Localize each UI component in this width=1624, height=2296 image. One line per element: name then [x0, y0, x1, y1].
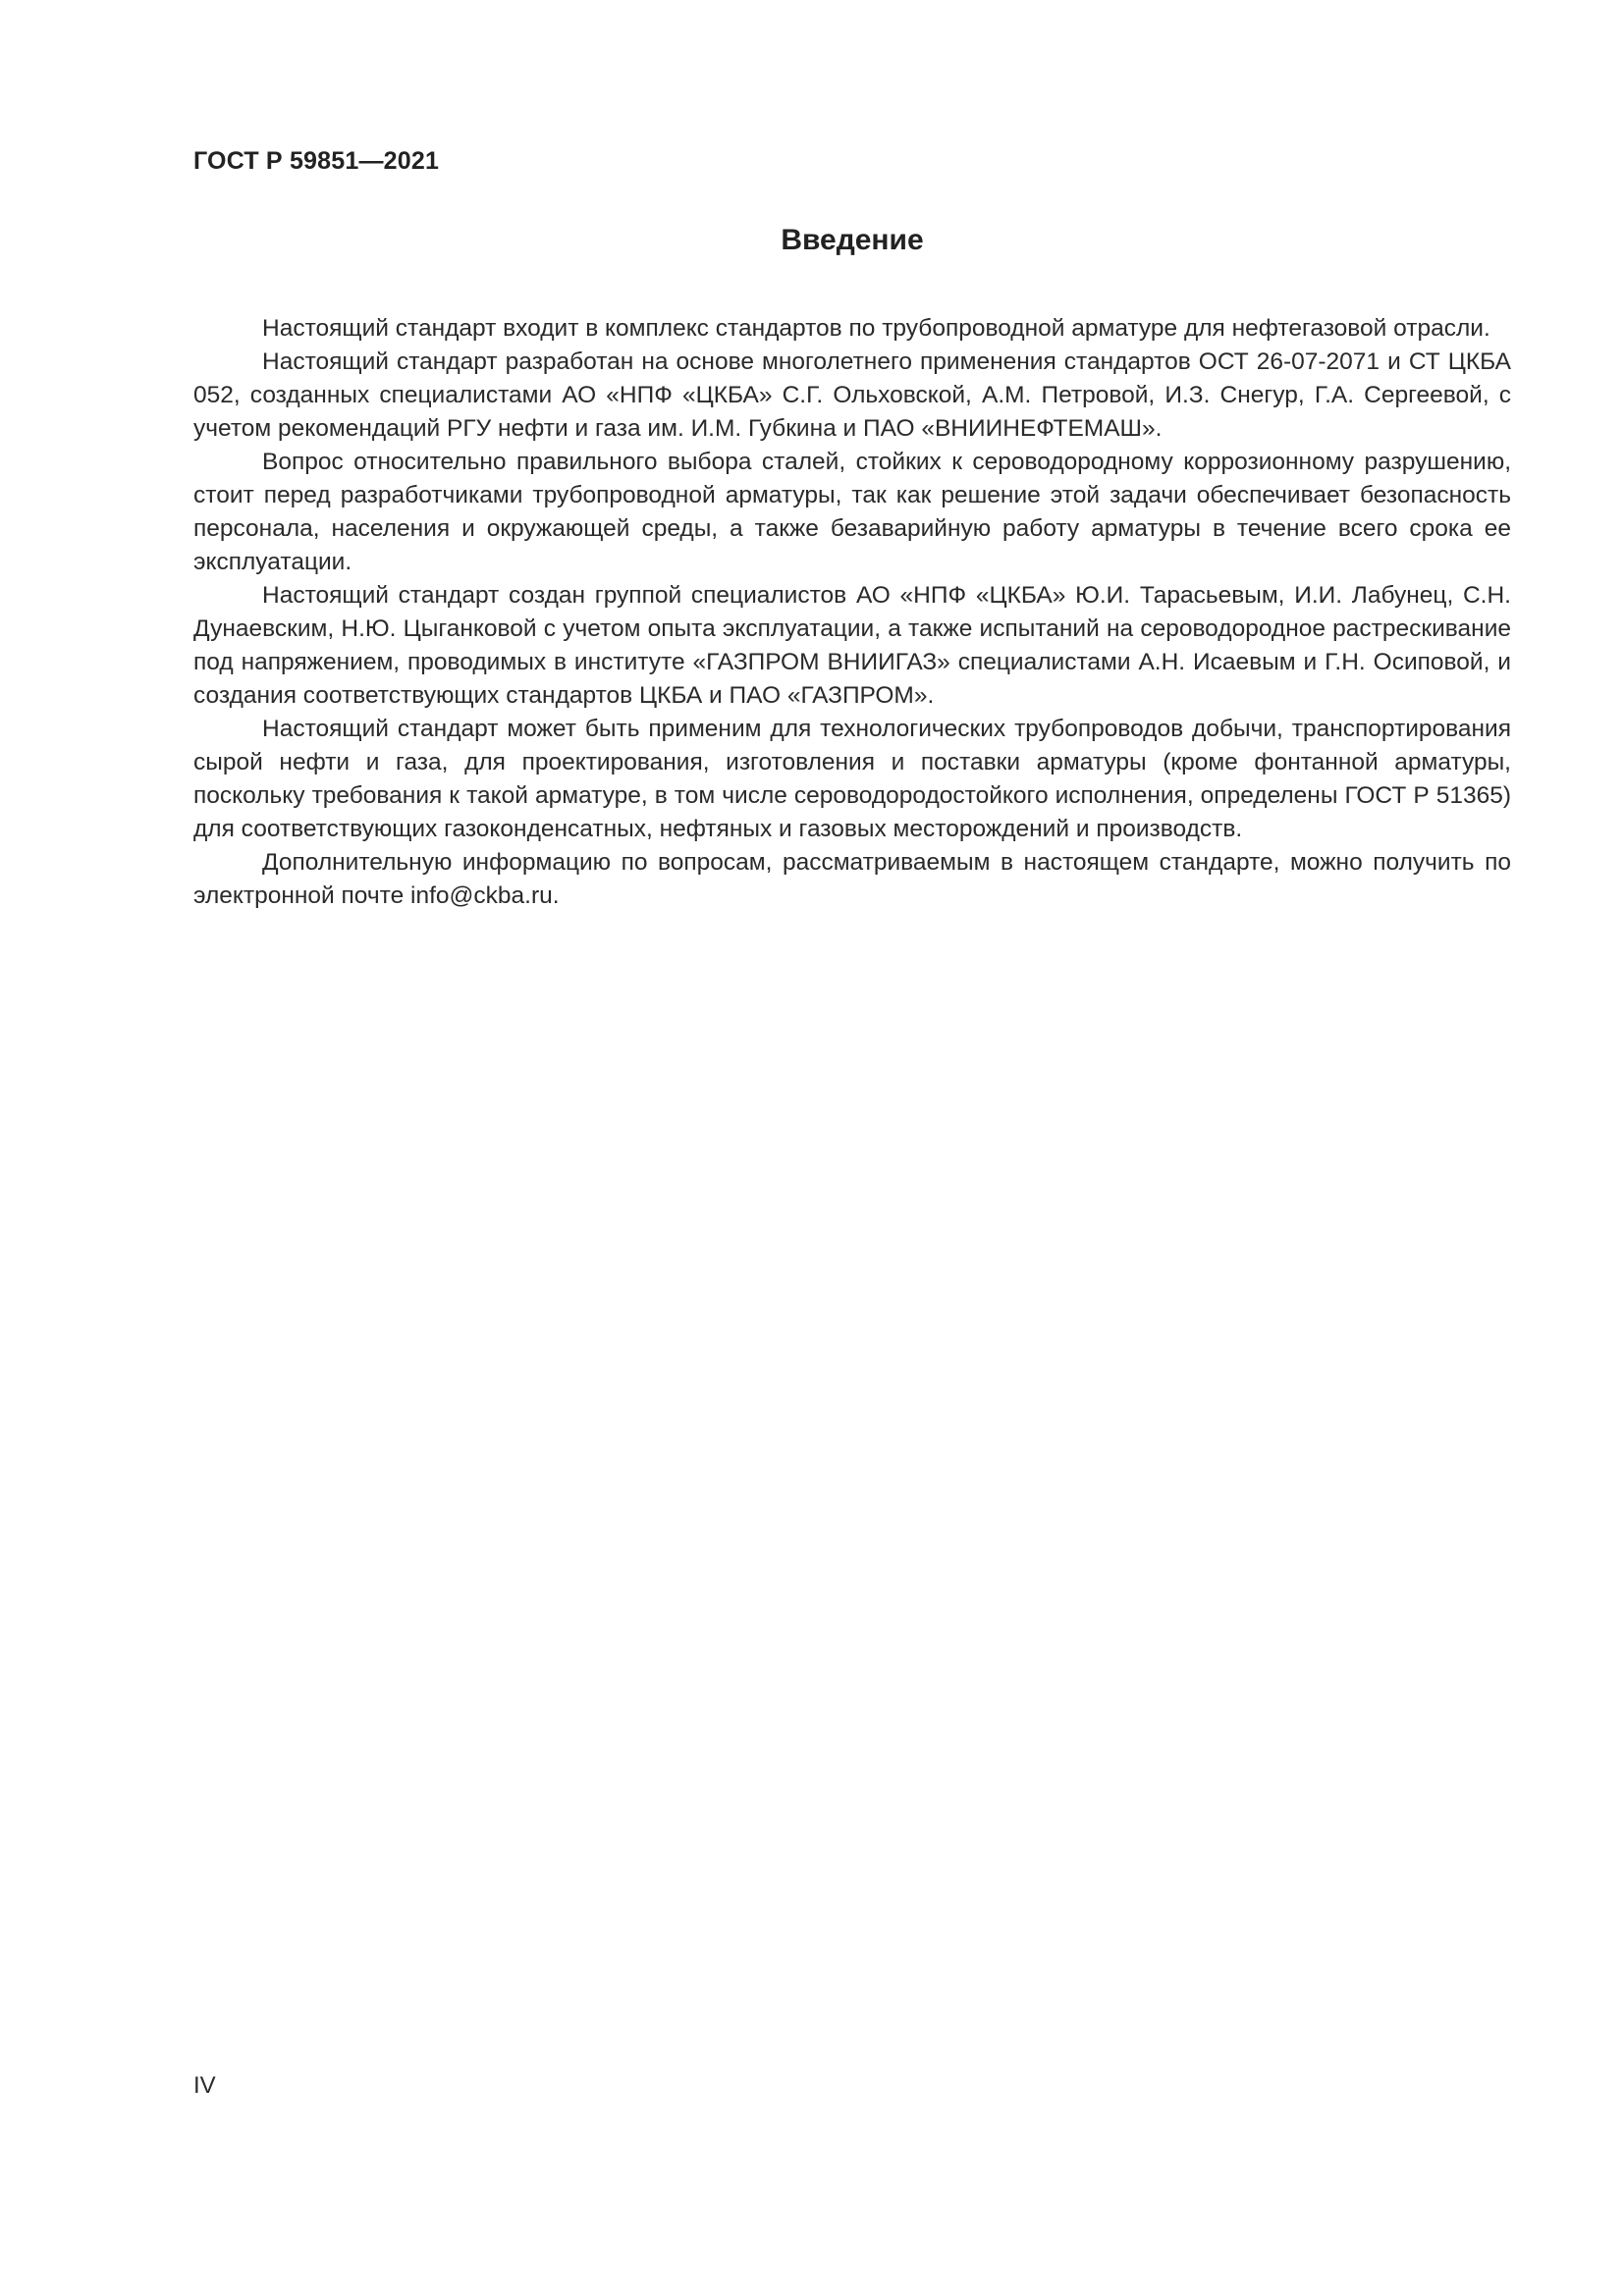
document-code: ГОСТ Р 59851—2021: [193, 147, 440, 175]
paragraph-5: Настоящий стандарт может быть применим для технологических трубопроводов добычи, транспортирования сырой нефти и газа, для проектирования, изготовления и поставки арматуры (кроме фонтанной арматуры, поскольку требования к такой арматуре, в том числе сероводородостойкого исполнения, определены ГОСТ Р 51365) для соответствующих газоконденсатных, нефтяных и газовых месторождений и производств.: [193, 716, 1511, 842]
paragraph-1: Настоящий стандарт входит в комплекс стандартов по трубопроводной арматуре для нефтегазовой отрасли.: [262, 315, 1490, 342]
paragraph-4: Настоящий стандарт создан группой специалистов АО «НПФ «ЦКБА» Ю.И. Тарасьевым, И.И. Лабунец, С.Н. Дунаевским, Н.Ю. Цыганковой с учетом опыта эксплуатации, а также испытаний на сероводородное растрескивание под напряжением, проводимых в институте «ГАЗПРОМ ВНИИГАЗ» специалистами А.Н. Исаевым и Г.Н. Осиповой, и создания соответствующих стандартов ЦКБА и ПАО «ГАЗПРОМ».: [193, 582, 1511, 709]
body-text: [193, 312, 1511, 913]
paragraph-6: Дополнительную информацию по вопросам, рассматриваемым в настоящем стандарте, можно получить по электронной почте info@ckba.ru.: [193, 849, 1511, 909]
section-title: Введение: [781, 224, 924, 256]
paragraph-2: Настоящий стандарт разработан на основе многолетнего применения стандартов ОСТ 26-07-2071 и СТ ЦКБА 052, созданных специалистами АО «НПФ «ЦКБА» С.Г. Ольховской, А.М. Петровой, И.З. Снегур, Г.А. Сергеевой, с учетом рекомендаций РГУ нефти и газа им. И.М. Губкина и ПАО «ВНИИНЕФТЕМАШ».: [193, 348, 1511, 442]
page-number: IV: [193, 2072, 216, 2099]
paragraph-3: Вопрос относительно правильного выбора сталей, стойких к сероводородному коррозионному разрушению, стоит перед разработчиками трубопроводной арматуры, так как решение этой задачи обеспечивает безопасность персонала, населения и окружающей среды, а также безаварийную работу арматуры в течение всего срока ее эксплуатации.: [193, 449, 1511, 575]
